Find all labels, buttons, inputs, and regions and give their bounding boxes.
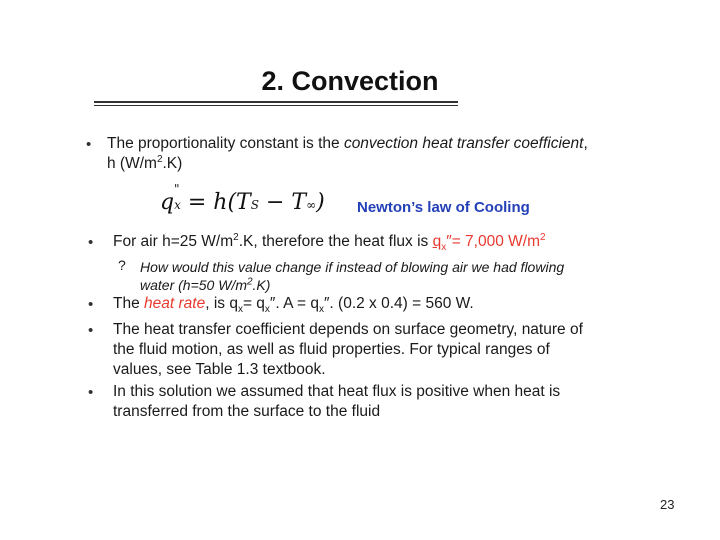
bullet-1-text-a: The proportionality constant is the	[107, 135, 344, 152]
question-sup: 2	[246, 276, 253, 288]
bullet-3-c: , is q	[205, 295, 238, 312]
eq-primes: "	[174, 182, 180, 196]
bullet-3-e: ″. A = q	[269, 295, 319, 312]
question-line-2-a: water (h=50 W/m	[140, 277, 247, 293]
bullet-1-line-2	[107, 155, 182, 173]
eq-sub-s: S	[250, 198, 259, 212]
bullet-1-units-b: .K)	[162, 155, 183, 172]
bullet-5-line-1: In this solution we assumed that heat flux is positive when heat is	[113, 383, 561, 400]
eq-rhs-b: − T	[258, 190, 307, 215]
newton-law-label: Newton’s law of Cooling	[357, 199, 530, 216]
bullet-marker-2: •	[88, 234, 94, 251]
heat-rate-term: heat rate	[144, 295, 206, 312]
page-number: 23	[660, 497, 675, 512]
bullet-marker-3: •	[88, 296, 94, 313]
heat-flux-value: ″= 7,000 W/m	[446, 233, 540, 250]
question-marker: ?	[118, 257, 126, 273]
question-line-1: How would this value change if instead of blowing air we had flowing	[140, 259, 565, 275]
bullet-3-sub-2: x	[264, 304, 270, 316]
eq-rhs-c: )	[316, 190, 325, 215]
bullet-3-line	[113, 295, 474, 316]
heat-flux-result	[432, 231, 546, 254]
heat-flux-sup: 2	[540, 231, 546, 243]
bullet-marker-4: •	[88, 322, 94, 339]
eq-rhs-a: = h(T	[187, 190, 251, 215]
bullet-3-sub-3: x	[318, 304, 324, 316]
bullet-1-term: convection heat transfer coefficient	[343, 135, 584, 152]
newton-equation	[160, 182, 325, 215]
bullet-4-line-1: The heat transfer coefficient depends on surface geometry, nature of	[113, 321, 583, 338]
bullet-4-line-3: values, see Table 1.3 textbook.	[113, 361, 326, 378]
bullet-4-line-2: the fluid motion, as well as fluid properties. For typical ranges of	[113, 341, 550, 358]
bullet-1-text-c: ,	[583, 135, 588, 152]
bullet-2-text-a: For air h=25 W/m	[113, 233, 234, 250]
bullet-marker-1: •	[86, 136, 92, 153]
bullet-3-d: = q	[242, 295, 265, 312]
bullet-3-f: ″. (0.2 x 0.4) = 560 W.	[323, 295, 474, 312]
bullet-3-a: The	[113, 295, 145, 312]
title-rule-bottom	[94, 105, 458, 106]
bullet-2-sup: 2	[233, 231, 239, 243]
bullet-1-line-1	[107, 135, 588, 153]
question-line-2	[140, 276, 270, 294]
bullet-2-text-b: .K, therefore the heat flux is	[238, 233, 433, 250]
bullet-1-units-sup: 2	[156, 153, 163, 165]
title-rule-top	[94, 101, 458, 103]
heat-flux-q: q	[432, 233, 442, 250]
eq-lhs-sub: x	[174, 198, 181, 212]
bullet-2-line	[113, 231, 546, 254]
bullet-1-units-a: h (W/m	[107, 155, 157, 172]
heat-flux-sub: x	[441, 242, 447, 254]
bullet-3-sub-1: x	[237, 304, 243, 316]
bullet-marker-5: •	[88, 384, 94, 401]
eq-sub-inf: ∞	[306, 198, 317, 212]
eq-lhs: q	[160, 190, 175, 215]
question-line-2-b: .K)	[252, 277, 271, 293]
bullet-5-line-2: transferred from the surface to the fluid	[113, 403, 381, 420]
slide-title: 2. Convection	[261, 66, 439, 96]
